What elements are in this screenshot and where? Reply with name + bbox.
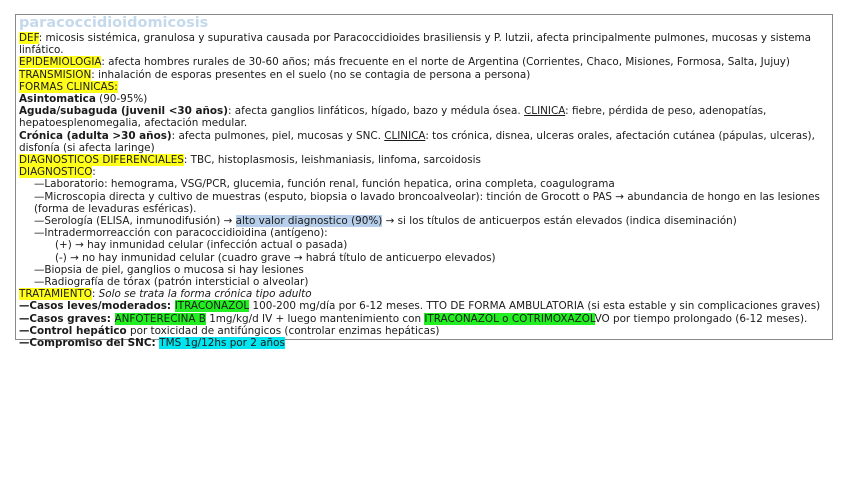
graves-drug2: ITRACONAZOL o COTRIMOXAZOL (424, 312, 595, 325)
hep-text: por toxicidad de antifúngicos (controlar enzimas hepáticas) (126, 324, 440, 337)
trat-note: Solo se trata la forma crónica tipo adulto (98, 288, 312, 301)
cronica-text2: : tos crónica, disnea, ulceras orales, afectación cutánea (pápulas, ulceras), disfonía (si afecta laringe) (19, 129, 815, 154)
definition-line (19, 32, 829, 56)
transmission-line (19, 69, 829, 81)
sero-post: → si los títulos de anticuerpos están elevados (indica diseminación) (382, 215, 737, 228)
treatment-mild-line (19, 300, 829, 312)
sero-pre: —Serología (ELISA, inmunodifusión) → (34, 215, 236, 228)
hep-label: —Control hepático (19, 324, 127, 337)
aguda-text2: : fiebre, pérdida de peso, adenopatías, hepatoesplenomegalia, afectación medular. (19, 105, 767, 130)
aguda-label: Aguda/subaguda (juvenil <30 años) (19, 105, 228, 118)
aguda-text1: : afecta ganglios linfáticos, hígado, bazo y médula ósea. (228, 105, 525, 118)
graves-drug1: ANFOTERECINA B (114, 312, 206, 325)
trat-colon: : (91, 288, 99, 301)
diag-xray-line: —Radiografía de tórax (patrón intersticial o alveolar) (34, 276, 309, 289)
asint-label: Asintomatica (19, 93, 96, 106)
formas-label: FORMAS CLINICAS (19, 80, 115, 93)
epi-label: EPIDEMIOLOGIA (19, 56, 102, 69)
treatment-cns-line (19, 337, 829, 349)
diag-micro-line: —Microscopia directa y cultivo de muestras (esputo, biopsia o lavado broncoalveolar): tinción de Grocott o PAS → abundancia de hongo en las lesiones (forma de levaduras esféricas). (34, 190, 820, 215)
diag-lab-line: —Laboratorio: hemograma, VSG/PCR, glucemia, función renal, función hepatica, orina completa, coagulograma (34, 178, 615, 191)
page-title: paracoccidioidomicosis (19, 15, 209, 31)
cronica-clinica: CLINICA (384, 129, 426, 142)
trans-label: TRANSMISION (19, 68, 92, 81)
cronica-text1: : afecta pulmones, piel, mucosas y SNC. (171, 129, 385, 142)
treatment-severe-line (19, 313, 829, 325)
trat-label: TRATAMIENTO (19, 288, 92, 301)
diag-biopsy-line: —Biopsia de piel, ganglios o mucosa si hay lesiones (34, 263, 304, 276)
diag-negative-line: (-) → no hay inmunidad celular (cuadro grave → habrá título de anticuerpo elevados) (55, 251, 496, 264)
treatment-heading (19, 288, 829, 300)
treatment-liver-line (19, 325, 829, 337)
sero-highlight: alto valor diagnostico (90%) (235, 215, 383, 228)
leves-text: 100-200 mg/día por 6-12 meses. TTO DE FORMA AMBULATORIA (si esta estable y sin complicaciones graves) (249, 300, 821, 313)
epi-text: : afecta hombres rurales de 30-60 años; más frecuente en el norte de Argentina (Corrientes, Chaco, Misiones, Formosa, Salta, Jujuy) (101, 56, 790, 69)
diag-intradermo-line: —Intradermorreacción con paracoccidioidina (antígeno): (34, 227, 328, 240)
clinical-forms-heading (19, 81, 829, 93)
leves-drug: ITRACONAZOL (174, 300, 250, 313)
diag-positive-line: (+) → hay inmunidad celular (infección actual o pasada) (55, 239, 348, 252)
asint-text: (90-95%) (95, 93, 148, 106)
snc-label: —Compromiso del SNC: (19, 337, 160, 350)
trans-text: : inhalación de esporas presentes en el suelo (no se contagia de persona a persona) (91, 68, 531, 81)
def-text: : micosis sistémica, granulosa y supurativa causada por Paracoccidioides brasiliensis y P. lutzii, afecta principalmente pulmones, mucosas y sistema linfático. (19, 32, 812, 57)
formas-colon: : (114, 80, 118, 93)
differential-line (19, 154, 829, 166)
dd-text: : TBC, histoplasmosis, leishmaniasis, linfoma, sarcoidosis (183, 154, 481, 167)
graves-text1: 1mg/kg/d IV + luego mantenimiento con (205, 312, 425, 325)
note-card (15, 14, 833, 350)
dd-label: DIAGNOSTICOS DIFERENCIALES (19, 154, 184, 167)
diag-serology-line (19, 215, 829, 227)
diag-colon: : (92, 166, 96, 179)
epidemiology-line (19, 56, 829, 68)
cronica-label: Crónica (adulta >30 años) (19, 129, 172, 142)
aguda-clinica: CLINICA (524, 105, 566, 118)
asymptomatic-line (19, 93, 829, 105)
snc-drug: TMS 1g/12hs por 2 años (159, 337, 285, 350)
diag-label: DIAGNOSTICO (19, 166, 93, 179)
diagnosis-heading (19, 166, 829, 178)
graves-text2: VO por tiempo prolongado (6-12 meses). (594, 312, 808, 325)
leves-label: —Casos leves/moderados: (19, 300, 175, 313)
chronic-line (19, 130, 829, 154)
def-label: DEF (19, 32, 39, 44)
acute-line (19, 105, 829, 129)
graves-label: —Casos graves: (19, 312, 115, 325)
